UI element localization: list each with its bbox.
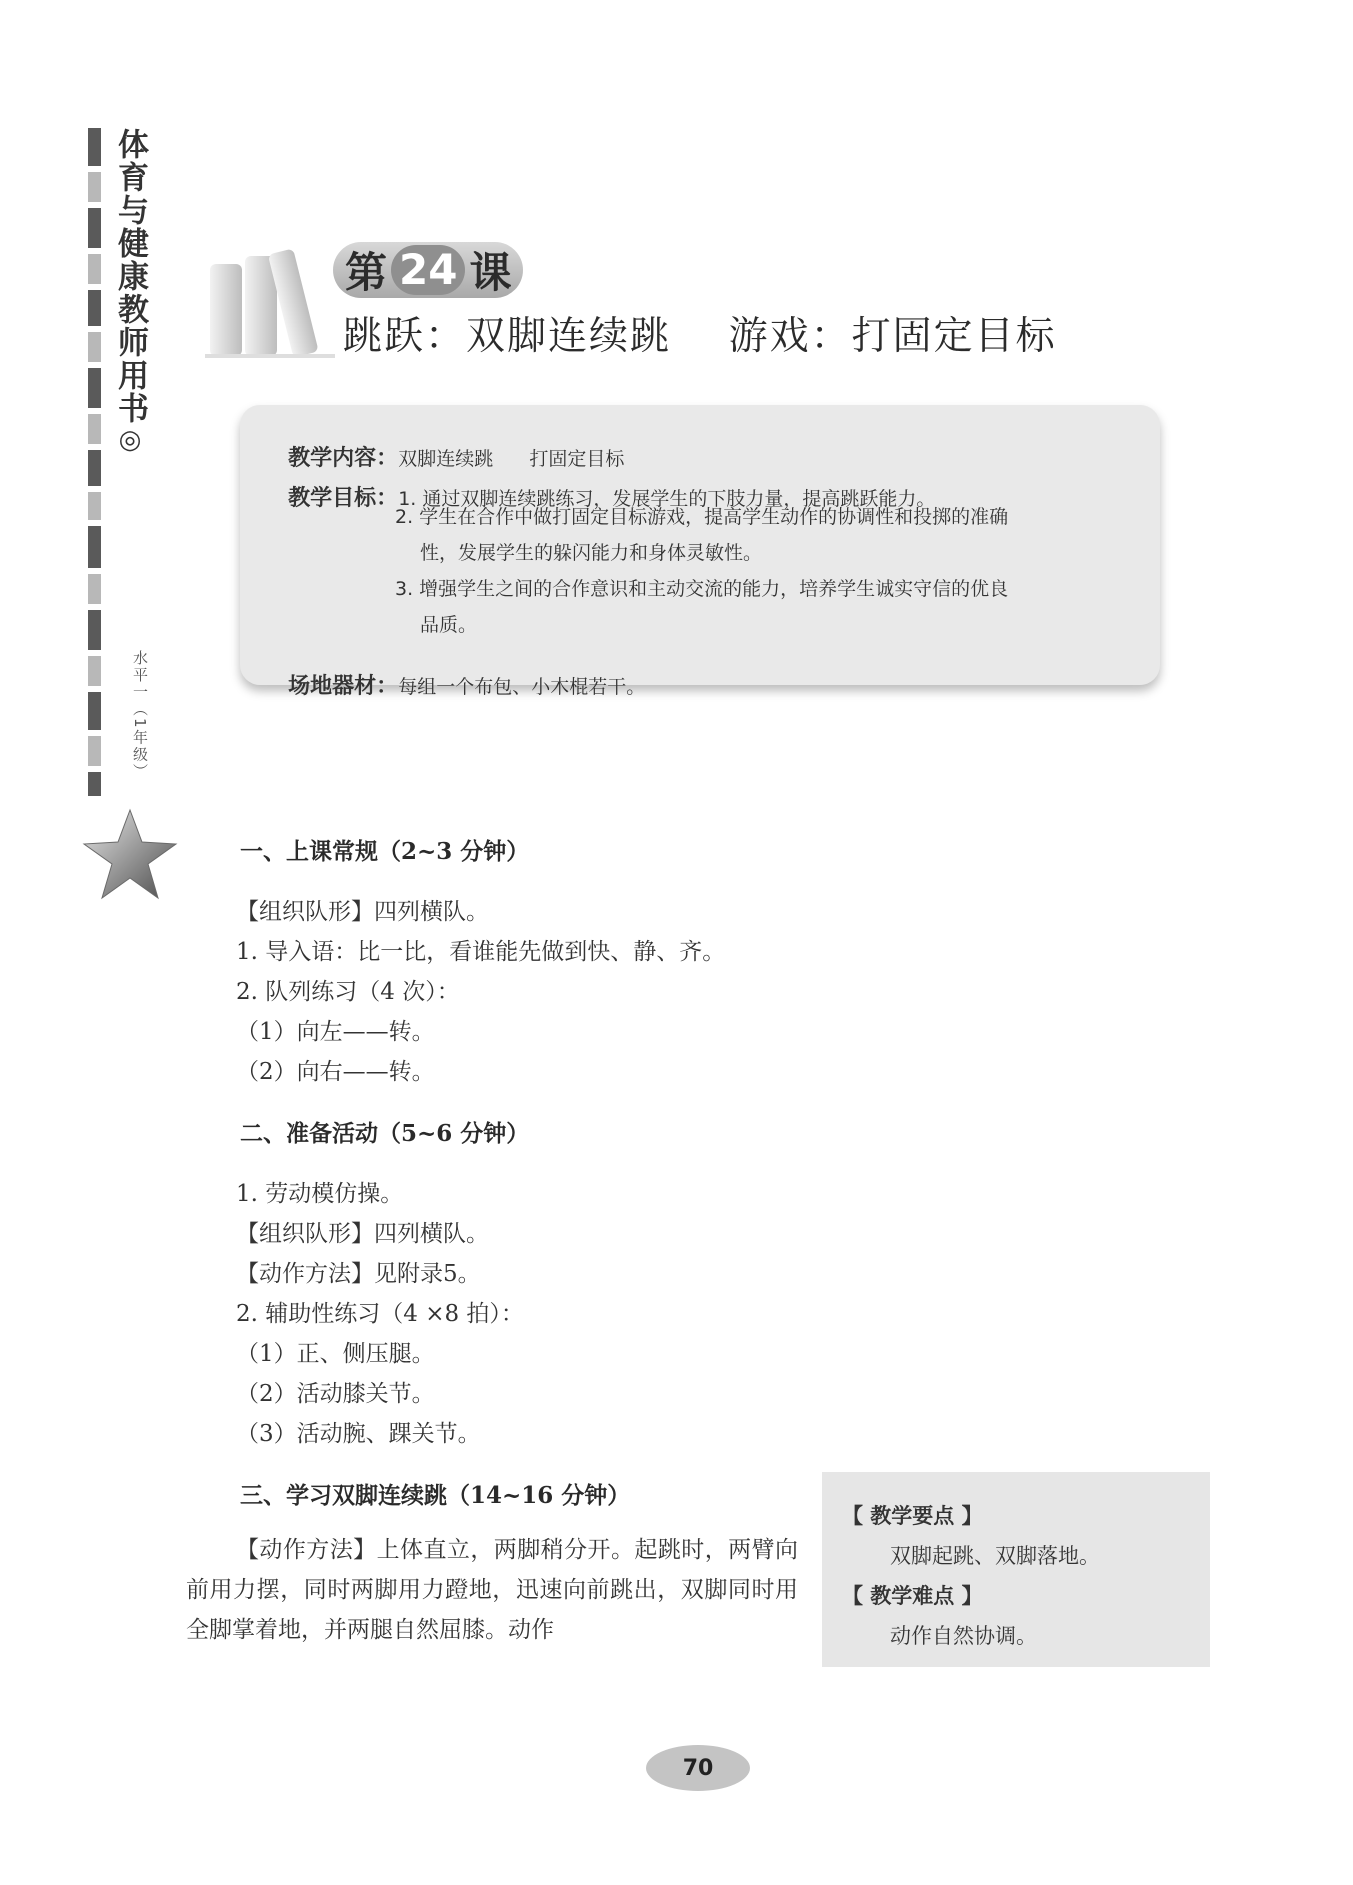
margin-bar [88, 692, 101, 730]
margin-bar [88, 610, 101, 650]
section-1-line: 1. 导入语：比一比，看谁能先做到快、静、齐。 [236, 939, 726, 965]
equipment-row [264, 651, 645, 723]
teaching-points-box [822, 1472, 1210, 1667]
key-points-label: 【 教学要点 】 [842, 1504, 983, 1528]
margin-bar [88, 492, 101, 520]
section-2-line: 【组织队形】四列横队。 [236, 1221, 489, 1247]
book-title-mark: ◎ [115, 425, 145, 457]
teaching-goal-1: 1. 通过双脚连续跳练习，发展学生的下肢力量，提高跳跃能力。 [398, 488, 936, 510]
section-1-heading: 一、上课常规（2~3 分钟） [240, 838, 530, 865]
margin-bar [88, 414, 101, 444]
book-title-text: 体育与健康教师用书 [112, 128, 148, 425]
teaching-goal-3: 3. 增强学生之间的合作意识和主动交流的能力，培养学生诚实守信的优良 [395, 578, 1009, 600]
section-2-line: 2. 辅助性练习（4 ×8 拍）： [236, 1301, 524, 1327]
margin-bar [88, 526, 101, 568]
lesson-suffix: 课 [469, 248, 512, 297]
margin-bar [88, 332, 101, 362]
lesson-prefix: 第 [345, 248, 388, 297]
teaching-content-label: 教学内容： [288, 446, 399, 471]
section-2-line: （3）活动腕、踝关节。 [236, 1421, 481, 1447]
margin-bar [88, 450, 101, 486]
margin-bar [88, 656, 101, 686]
difficulty-label: 【 教学难点 】 [842, 1584, 983, 1608]
margin-bar [88, 736, 101, 766]
section-3-paragraph: 【动作方法】上体直立，两脚稍分开。起跳时，两臂向前用力摆，同时两脚用力蹬地，迅速向前跳出，双脚同时用全脚掌着地，并两腿自然屈膝。动作 [186, 1537, 798, 1643]
books-icon [205, 242, 335, 360]
page-number: 70 [646, 1745, 750, 1791]
section-2-heading: 二、准备活动（5~6 分钟） [240, 1120, 530, 1147]
section-3-heading: 三、学习双脚连续跳（14~16 分钟） [240, 1482, 631, 1509]
book-title [112, 128, 149, 457]
margin-bar [88, 172, 101, 202]
margin-bar [88, 254, 101, 284]
margin-bar [88, 290, 101, 326]
equipment-label: 场地器材： [288, 674, 399, 699]
teaching-goal-2: 2. 学生在合作中做打固定目标游戏，提高学生动作的协调性和投掷的准确 [395, 506, 1009, 528]
section-2-line: 1. 劳动模仿操。 [236, 1181, 404, 1207]
lesson-number-badge [333, 242, 523, 298]
section-2-line: 【动作方法】见附录5。 [236, 1261, 481, 1287]
section-2-line: （2）活动膝关节。 [236, 1381, 435, 1407]
equipment-value: 每组一个布包、小木棍若干。 [398, 676, 646, 698]
margin-bar [88, 368, 101, 408]
margin-bar [88, 128, 101, 166]
lesson-info-box [240, 405, 1160, 699]
section-1-line: （2）向右——转。 [236, 1059, 435, 1085]
teaching-content-value: 双脚连续跳 打固定目标 [398, 448, 625, 470]
section-1-line: 【组织队形】四列横队。 [236, 899, 489, 925]
star-icon [82, 808, 178, 900]
grade-level-label: 水平一（1年级） [131, 650, 149, 781]
difficulty-value: 动作自然协调。 [890, 1624, 1037, 1648]
margin-bar [88, 772, 101, 796]
margin-bar [88, 574, 101, 604]
lesson-number: 24 [391, 245, 465, 295]
teaching-goal-2-cont: 性，发展学生的躲闪能力和身体灵敏性。 [420, 542, 763, 564]
section-1-line: （1）向左——转。 [236, 1019, 435, 1045]
margin-bar [88, 208, 101, 248]
lesson-title: 跳跃：双脚连续跳 游戏：打固定目标 [343, 314, 1057, 359]
teaching-goals-label: 教学目标： [288, 486, 399, 511]
section-2-line: （1）正、侧压腿。 [236, 1341, 435, 1367]
key-points-value: 双脚起跳、双脚落地。 [890, 1544, 1100, 1568]
section-1-line: 2. 队列练习（4 次）： [236, 979, 460, 1005]
teaching-goal-3-cont: 品质。 [420, 614, 478, 636]
